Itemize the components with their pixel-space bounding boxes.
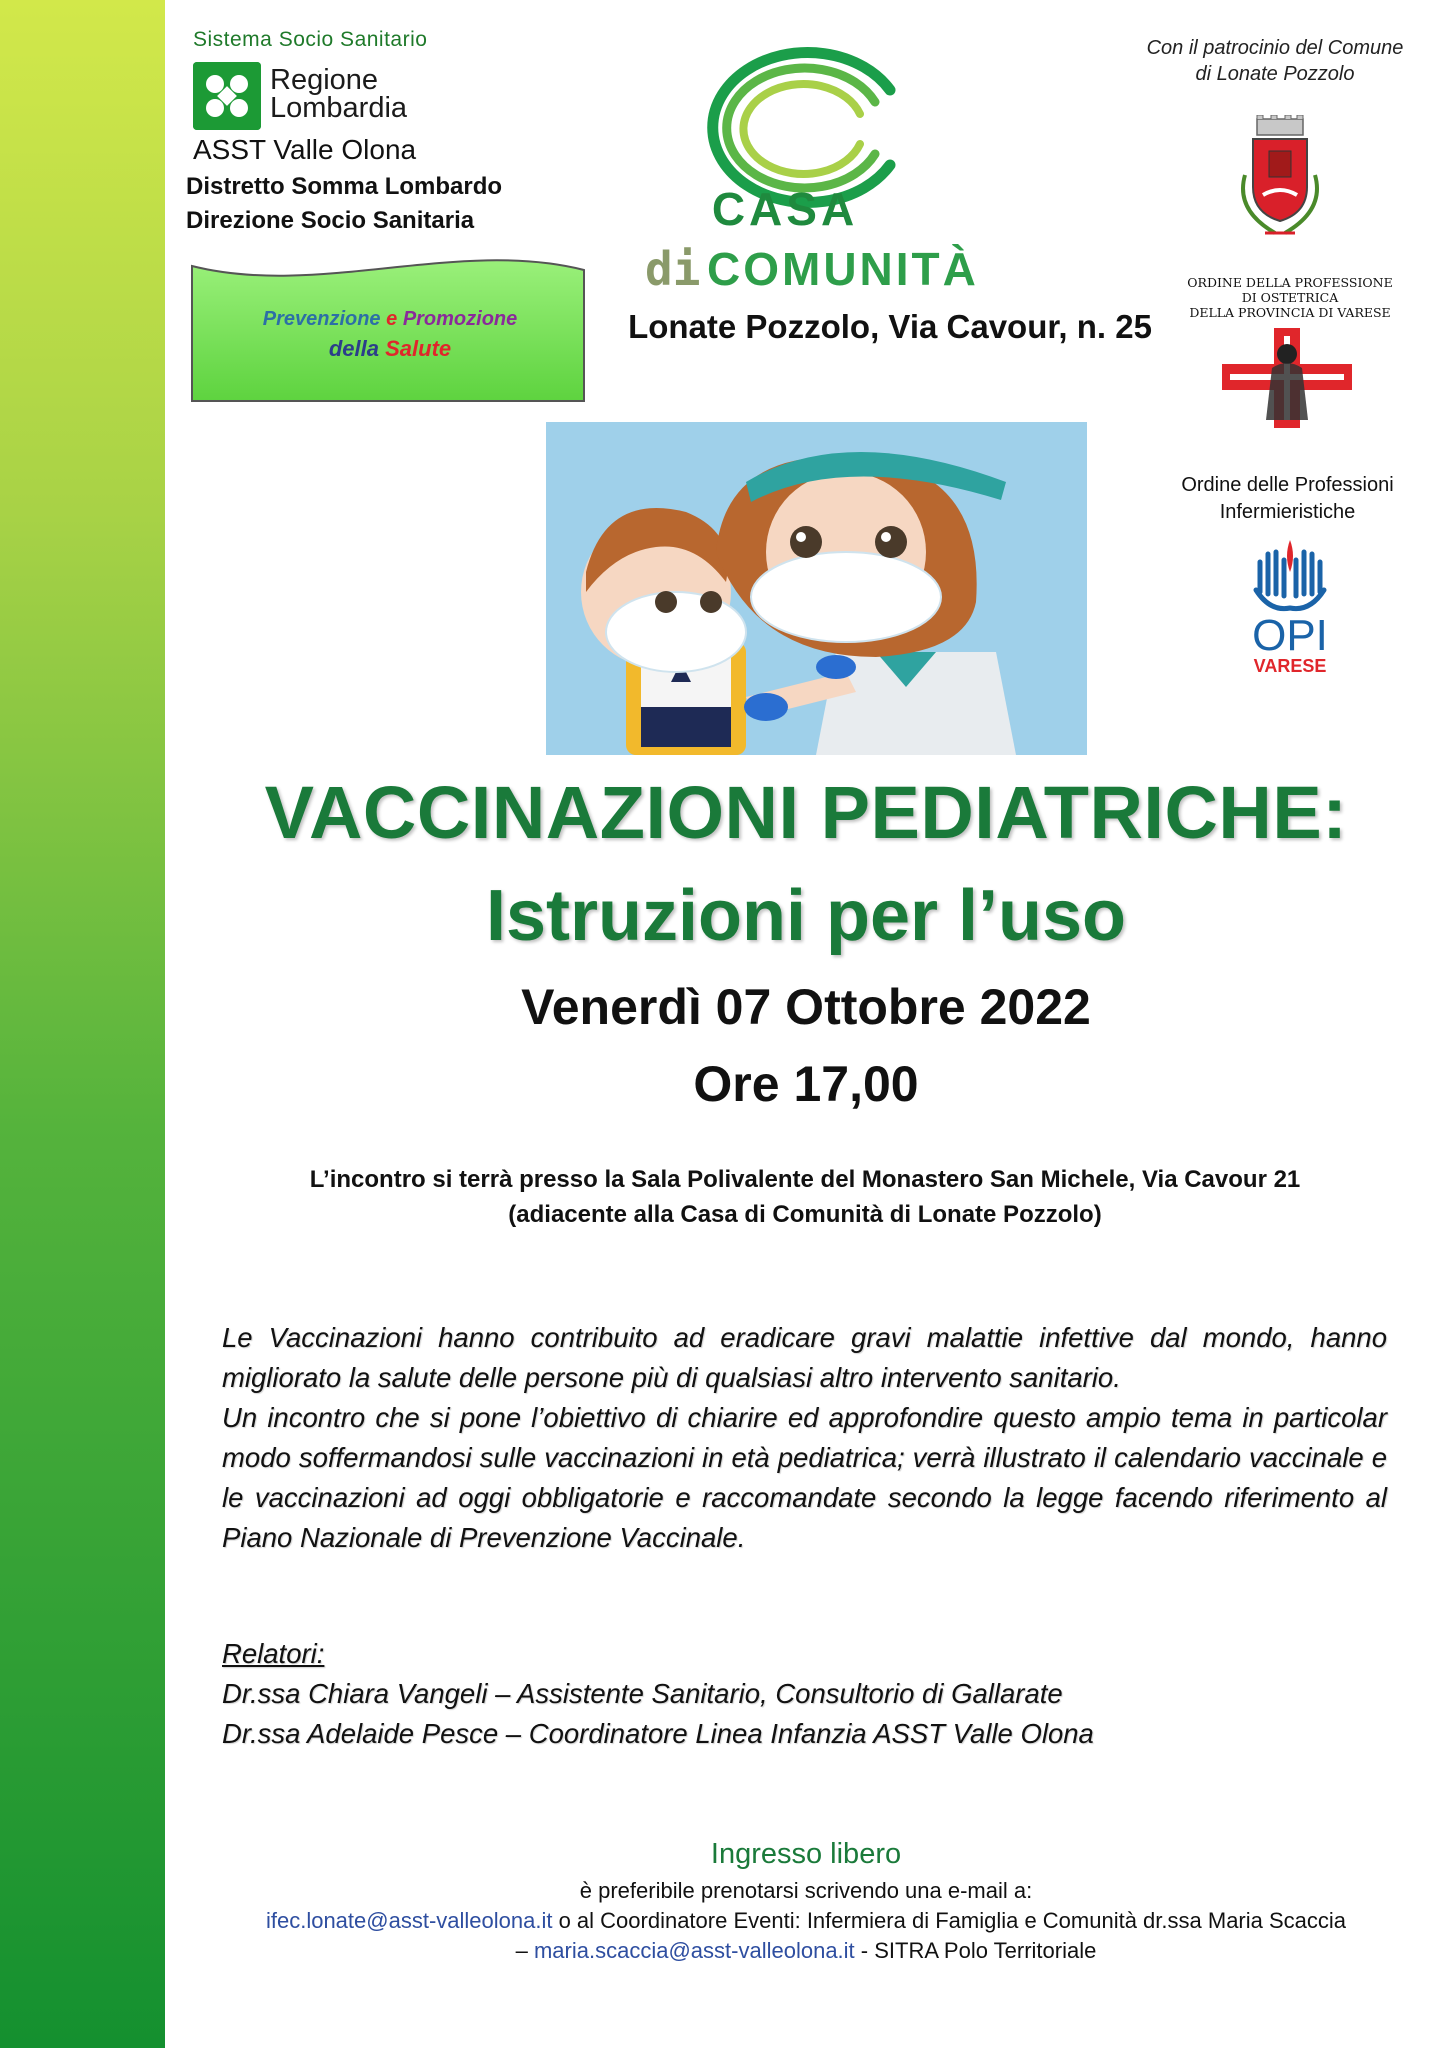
banner-word-salute: Salute [385, 336, 452, 361]
event-title-line1: VACCINAZIONI PEDIATRICHE: [264, 771, 1348, 854]
sistema-socio-sanitario-label: Sistema Socio Sanitario [193, 28, 428, 51]
description-paragraph-2: Un incontro che si pone l’obiettivo di chiarire ed approfondire questo ampio tema in particolar modo soffermandosi sulle vaccinazioni in età pediatrica; verrà illustrato il calendario vaccinale e le vaccinazioni ad oggi obbligatorie e raccomandate secondo la legge facendo riferimento al Piano Nazionale di Prevenzione Vaccinale. [222, 1402, 1387, 1553]
distretto-block [186, 170, 502, 238]
casa-di-comunita-logo [645, 40, 990, 300]
opi-text: Ordine delle Professioni Infermieristiche [1181, 474, 1394, 523]
regione-line2: Lombardia [270, 92, 408, 124]
event-date: Venerdì 07 Ottobre 2022 [521, 979, 1091, 1035]
casa-address: Lonate Pozzolo, Via Cavour, n. 25 [628, 308, 1152, 345]
contact-text-1: o al Coordinatore Eventi: Infermiera di Famiglia e Comunità dr.ssa Maria Scaccia [552, 1908, 1347, 1933]
banner-word-promozione: Promozione [402, 308, 518, 330]
distretto-label: Distretto Somma Lombardo [186, 173, 503, 200]
regione-line1: Regione [270, 64, 379, 96]
prenota-text: è preferibile prenotarsi scrivendo una e-mail a: [579, 1878, 1033, 1903]
casa-word: CASA [711, 183, 859, 235]
patrocinio-text: Con il patrocinio del Comune di Lonate Pozzolo [1146, 37, 1404, 85]
casa-comunita-word: COMUNITÀ [707, 243, 979, 295]
description-paragraph-1: Le Vaccinazioni hanno contribuito ad eradicare gravi malattie infettive dal mondo, hanno migliorato la salute delle persone più di qualsiasi altro intervento sanitario. [222, 1322, 1387, 1393]
ordine-ostetrica-text [1165, 275, 1415, 320]
contact-block [165, 1906, 1447, 1966]
vaccination-illustration [546, 422, 1087, 755]
email-link-ifec[interactable]: ifec.lonate@asst-valleolona.it [265, 1908, 553, 1933]
regione-lombardia-name [270, 66, 407, 122]
event-title-line2: Istruzioni per l’uso [485, 876, 1127, 956]
ostetrica-line3: DELLA PROVINCIA DI VARESE [1189, 305, 1391, 320]
asst-label: ASST Valle Olona [193, 134, 417, 165]
venue-line1: L’incontro si terrà presso la Sala Polivalente del Monastero San Michele, Via Cavour 21 [309, 1166, 1301, 1193]
contact-dash: – [515, 1938, 534, 1963]
casa-c-emblem-icon [713, 53, 890, 203]
prevenzione-banner-text [190, 305, 590, 363]
ostetrica-logo-icon [1222, 328, 1352, 428]
green-gradient-sidebar [0, 0, 165, 2048]
event-time: Ore 17,00 [693, 1056, 919, 1112]
banner-word-prevenzione: Prevenzione [262, 308, 381, 330]
event-description [222, 1318, 1387, 1558]
banner-connector: e [386, 308, 398, 330]
event-venue [200, 1162, 1410, 1232]
speakers-heading: Relatori: [222, 1638, 325, 1669]
opi-logo-sub: VARESE [1253, 656, 1327, 676]
regione-lombardia-logo-icon [193, 62, 261, 130]
contact-text-2: - SITRA Polo Territoriale [854, 1938, 1097, 1963]
email-link-scaccia[interactable]: maria.scaccia@asst-valleolona.it [533, 1938, 855, 1963]
opi-logo-main: OPI [1252, 611, 1328, 660]
opi-varese-logo-icon [1240, 532, 1340, 677]
ostetrica-line2: DI OSTETRICA [1241, 290, 1339, 305]
venue-line2: (adiacente alla Casa di Comunità di Lonate Pozzolo) [508, 1201, 1102, 1228]
direzione-label: Direzione Socio Sanitaria [186, 207, 475, 234]
speaker-item: Dr.ssa Adelaide Pesce – Coordinatore Linea Infanzia ASST Valle Olona [222, 1718, 1094, 1749]
speakers-block [222, 1634, 1387, 1754]
ostetrica-line1: ORDINE DELLA PROFESSIONE [1187, 275, 1393, 290]
comune-crest-icon [1225, 115, 1335, 250]
speaker-item: Dr.ssa Chiara Vangeli – Assistente Sanitario, Consultorio di Gallarate [222, 1678, 1063, 1709]
casa-di-word: di [645, 242, 701, 296]
ingresso-libero: Ingresso libero [710, 1838, 902, 1870]
banner-word-della: della [328, 336, 379, 361]
